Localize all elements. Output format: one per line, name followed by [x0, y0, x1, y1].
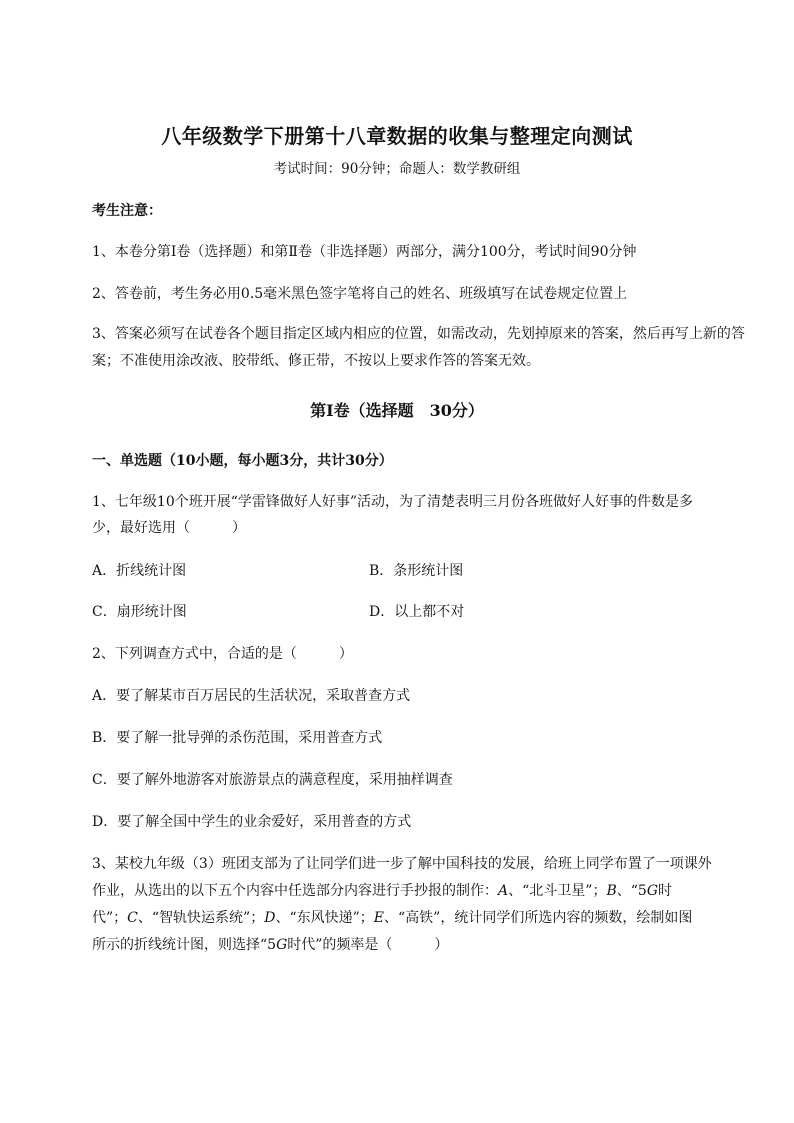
question-3-line3: 代”；C、“智轨快运系统”；D、“东风快递”；E、“高铁”，统计同学们所选内容的频数，绘制如图	[92, 910, 693, 926]
question-2-option-b: B．要了解一批导弹的杀伤范围，采用普查方式	[92, 730, 383, 746]
section-heading: 一、单选题（10小题，每小题3分，共计30分）	[92, 453, 393, 469]
question-1-option-c: C．扇形统计图	[92, 604, 187, 620]
exam-title: 八年级数学下册第十八章数据的收集与整理定向测试	[161, 124, 633, 148]
notice-item-2: 2、答卷前，考生务必用0.5毫米黑色签字笔将自己的姓名、班级填写在试卷规定位置上	[92, 286, 628, 302]
exam-subtitle: 考试时间：90分钟；命题人：数学教研组	[273, 161, 521, 177]
notice-item-3: 3、答案必须写在试卷各个题目指定区域内相应的位置，如需改动，先划掉原来的答案，然后再写上新的答案；不准使用涂改液、胶带纸、修正带，不按以上要求作答的答案无效。	[92, 326, 745, 369]
question-3-line1: 3、某校九年级（3）班团支部为了让同学们进一步了解中国科技的发展，给班上同学布置了一项课外	[92, 856, 712, 872]
question-2-option-d: D．要了解全国中学生的业余爱好，采用普查的方式	[92, 814, 412, 830]
question-3-line2: 作业，从选出的以下五个内容中任选部分内容进行手抄报的制作：A、“北斗卫星”；B、“5G时	[92, 883, 673, 899]
question-1-option-b: B．条形统计图	[369, 563, 464, 579]
question-1-stem-line2: 少，最好选用（ ）	[92, 520, 246, 536]
part1-title: 第I卷（选择题 30分）	[310, 401, 484, 420]
question-2-stem: 2、下列调查方式中，合适的是（ ）	[92, 646, 353, 662]
notice-heading: 考生注意：	[92, 203, 162, 219]
question-1-option-a: A．折线统计图	[92, 563, 187, 579]
question-1-stem-line1: 1、七年级10个班开展“学雷锋做好人好事”活动，为了清楚表明三月份各班做好人好事的件数是多	[92, 494, 694, 510]
question-3-line4: 所示的折线统计图，则选择“5G时代”的频率是（ ）	[92, 937, 449, 953]
question-2-option-a: A．要了解某市百万居民的生活状况，采取普查方式	[92, 688, 411, 704]
notice-item-1: 1、本卷分第I卷（选择题）和第Ⅱ卷（非选择题）两部分，满分100分，考试时间90分钟	[92, 244, 637, 260]
question-1-option-d: D．以上都不对	[369, 604, 465, 620]
question-2-option-c: C．要了解外地游客对旅游景点的满意程度，采用抽样调查	[92, 772, 453, 788]
